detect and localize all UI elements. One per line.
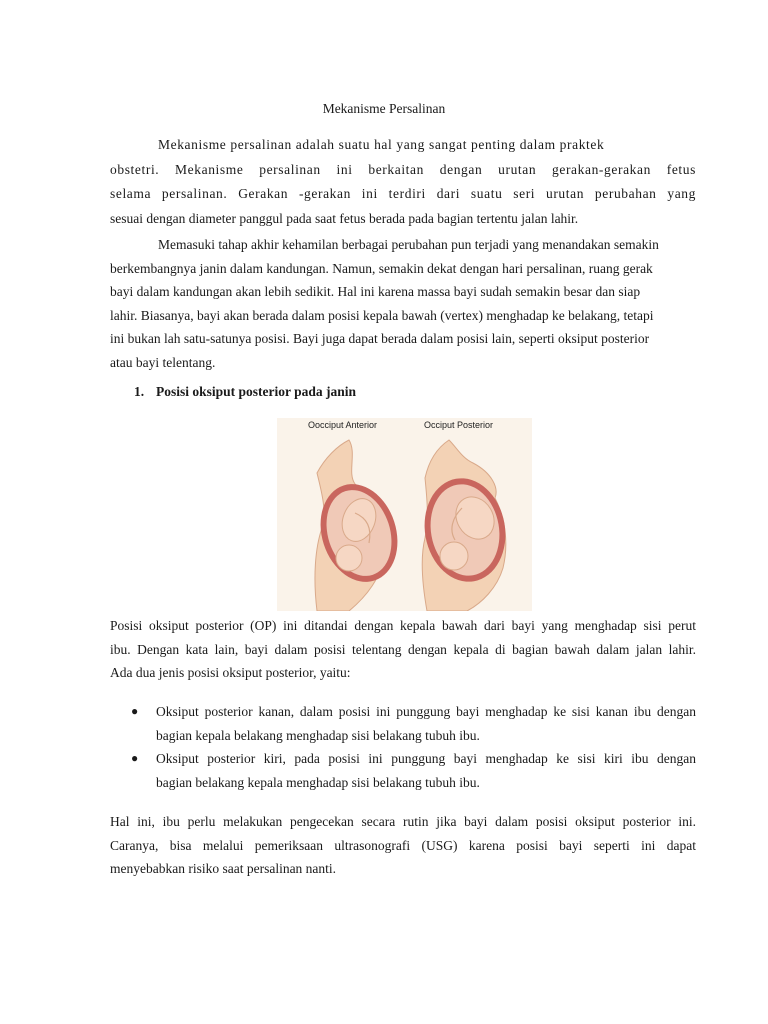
paragraph-conclusion bbox=[110, 810, 696, 881]
paragraph-line: lahir. Biasanya, bayi akan berada dalam posisi kepala bawah (vertex) menghadap ke belakang, tetapi bbox=[110, 307, 654, 323]
document-title: Mekanisme Persalinan bbox=[322, 101, 446, 116]
label-occiput-posterior: Occiput Posterior bbox=[424, 420, 494, 430]
paragraph-line: Mekanisme persalinan adalah suatu hal yang sangat penting dalam praktek bbox=[158, 137, 605, 152]
paragraph-line: bayi dalam kandungan akan lebih sedikit. Hal ini karena massa bayi sudah semakin besar dan siap bbox=[110, 284, 641, 299]
list-item-line: bagian kepala belakang menghadap sisi belakang tubuh ibu. bbox=[156, 727, 480, 743]
paragraph-line: Memasuki tahap akhir kehamilan berbagai perubahan pun terjadi yang menandakan semakin bbox=[158, 237, 659, 252]
list-item-line: bagian belakang kepala menghadap sisi belakang tubuh ibu. bbox=[156, 774, 480, 790]
list-item bbox=[131, 747, 696, 794]
list-item-line: Oksiput posterior kiri, pada posisi ini punggung bayi menghadap ke sisi kiri ibu dengan bbox=[156, 751, 696, 766]
section-number: 1. bbox=[134, 384, 145, 399]
paragraph-line: obstetri. Mekanisme persalinan ini berkaitan dengan urutan gerakan-gerakan fetus bbox=[110, 161, 696, 177]
op-types-list bbox=[131, 700, 696, 794]
paragraph-line: ini bukan lah satu-satunya posisi. Bayi juga dapat berada dalam posisi lain, seperti oksiput posterior bbox=[110, 331, 650, 346]
paragraph-op-description bbox=[110, 614, 696, 685]
paragraph-line: menyebabkan risiko saat persalinan nanti. bbox=[110, 861, 337, 876]
list-item bbox=[131, 700, 696, 747]
bullet-icon: ● bbox=[131, 751, 139, 765]
paragraph-line: ibu. Dengan kata lain, bayi dalam posisi telentang dengan kepala di bagian bawah dalam jalan lahir. bbox=[110, 641, 696, 657]
paragraph-late-pregnancy bbox=[110, 233, 696, 374]
paragraph-line: selama persalinan. Gerakan -gerakan ini terdiri dari suatu seri urutan perubahan yang bbox=[110, 186, 696, 201]
fetal-position-illustration bbox=[277, 418, 532, 611]
paragraph-line: Posisi oksiput posterior (OP) ini ditandai dengan kepala bawah dari bayi yang menghadap sisi perut bbox=[110, 618, 696, 633]
paragraph-line: Ada dua jenis posisi oksiput posterior, yaitu: bbox=[110, 665, 351, 680]
paragraph-line: sesuai dengan diameter panggul pada saat fetus berada pada bagian tertentu jalan lahir. bbox=[110, 210, 579, 226]
paragraph-line: atau bayi telentang. bbox=[110, 354, 216, 370]
label-occiput-anterior: Oocciput Anterior bbox=[308, 420, 378, 430]
paragraph-intro bbox=[110, 133, 696, 231]
paragraph-line: Hal ini, ibu perlu melakukan pengecekan secara rutin jika bayi dalam posisi oksiput posterior ini. bbox=[110, 814, 696, 829]
list-item-line: Oksiput posterior kanan, dalam posisi ini punggung bayi menghadap ke sisi kanan ibu dengan bbox=[156, 704, 696, 719]
section-heading-text: Posisi oksiput posterior pada janin bbox=[156, 384, 357, 399]
paragraph-line: Caranya, bisa melalui pemeriksaan ultrasonografi (USG) karena posisi bayi seperti ini dapat bbox=[110, 837, 696, 853]
paragraph-line: berkembangnya janin dalam kandungan. Namun, semakin dekat dengan hari persalinan, ruang gerak bbox=[110, 260, 653, 276]
bullet-icon: ● bbox=[131, 704, 139, 718]
